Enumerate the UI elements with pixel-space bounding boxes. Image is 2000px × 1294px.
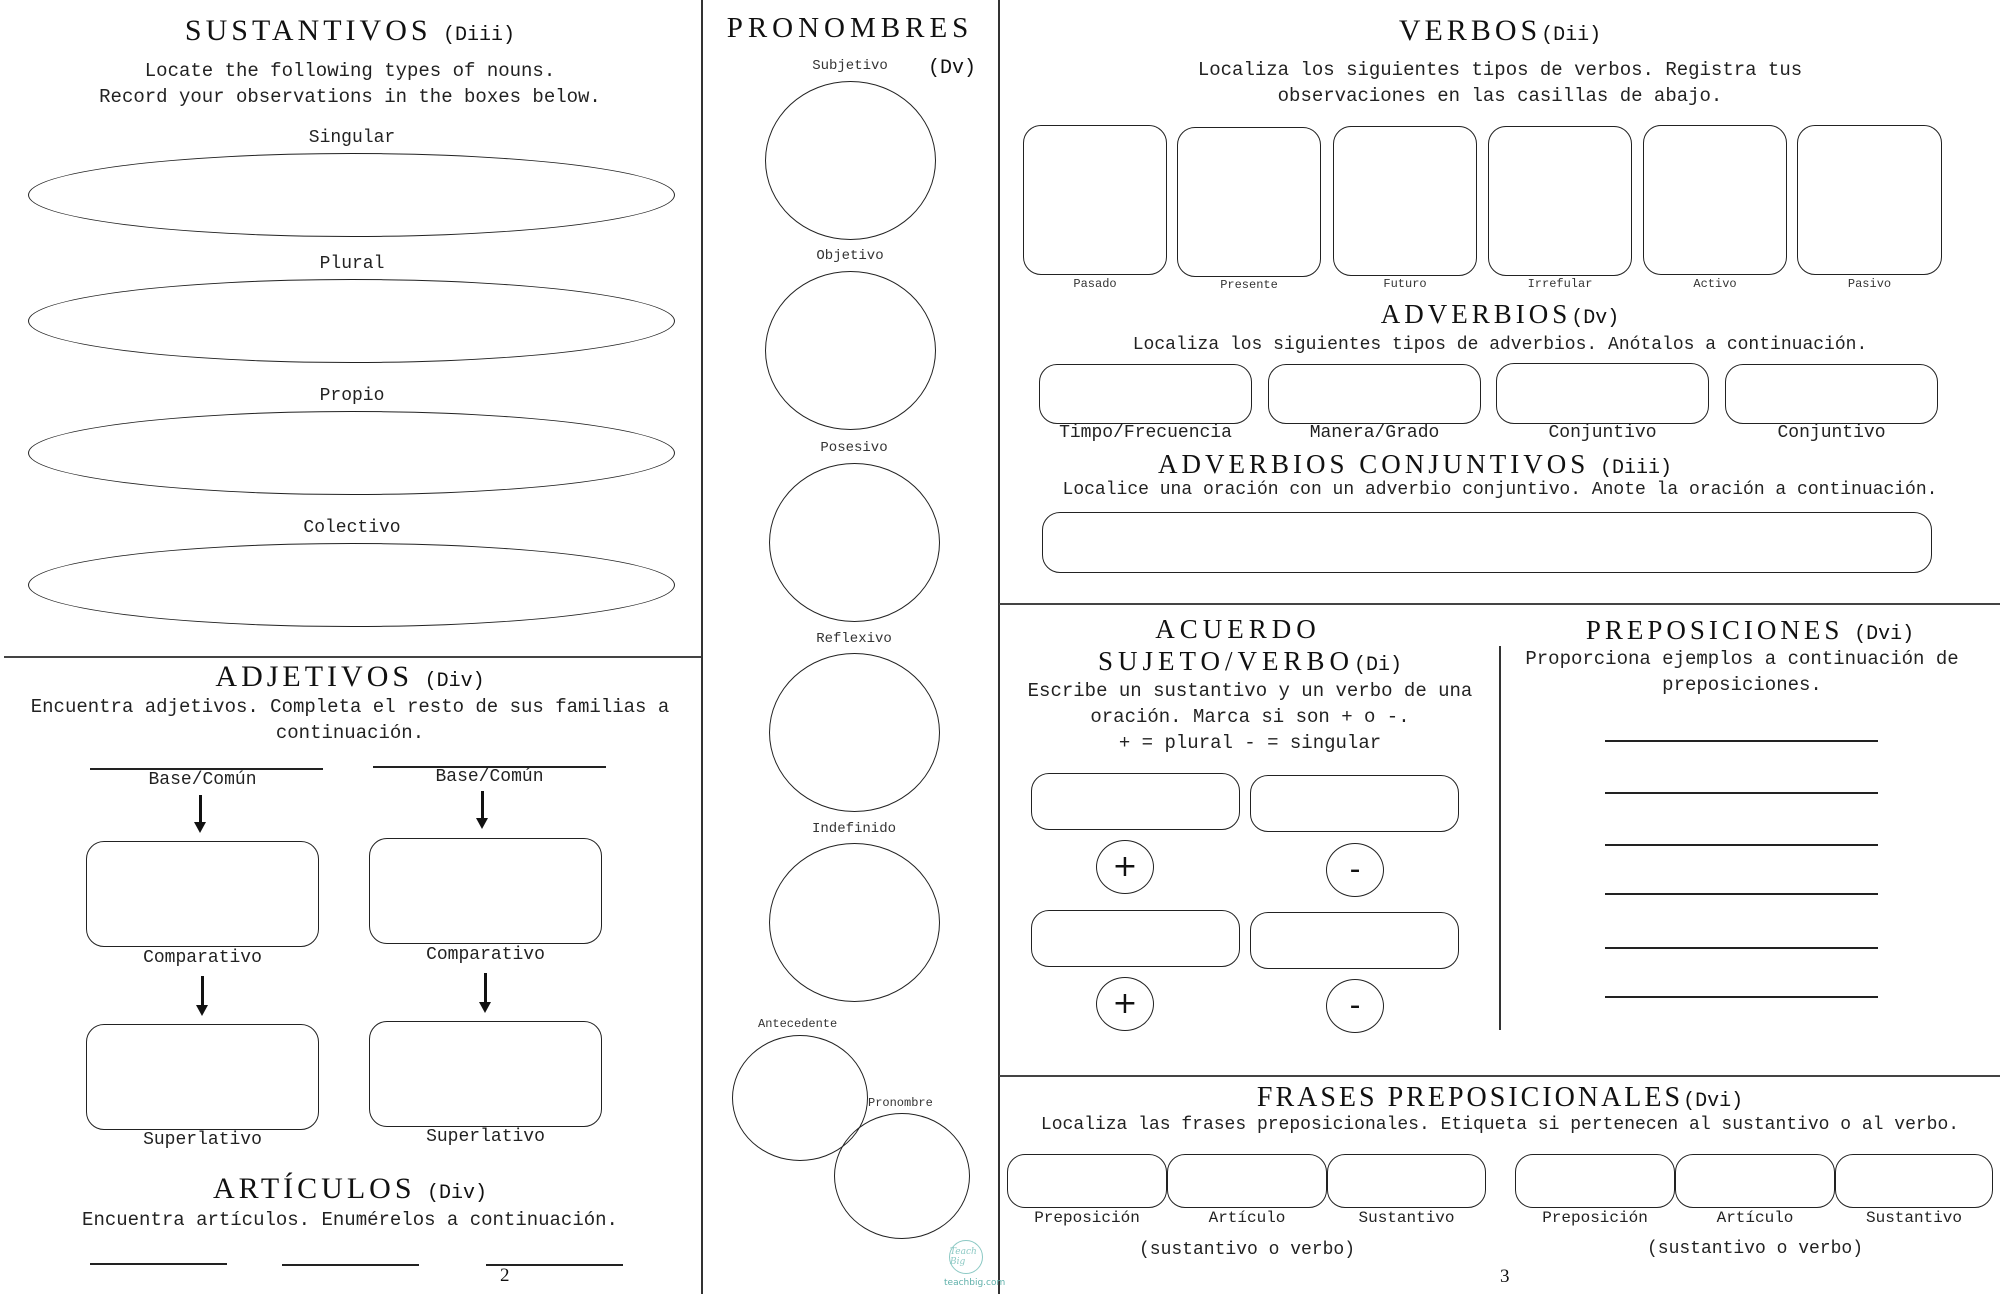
preposition-line-2[interactable]: [1605, 792, 1878, 794]
verb-label-presente: Presente: [1220, 278, 1278, 292]
minus-circle-icon[interactable]: -: [1326, 843, 1384, 897]
phrase-label-preposicion-2: Preposición: [1542, 1209, 1648, 1227]
verbos-code: (Dii): [1541, 24, 1602, 47]
noun-box-2[interactable]: [1031, 910, 1240, 967]
arrow-head-icon: [194, 822, 206, 833]
verb-label-futuro: Futuro: [1383, 277, 1427, 291]
frases-instructions: Localiza las frases preposicionales. Etiqueta si pertenecen al sustantivo o al verbo.: [1040, 1115, 1960, 1135]
oval-plural[interactable]: [28, 279, 675, 363]
arrow-down-icon: [201, 976, 204, 1006]
acuerdo-title-line2: [1000, 646, 1500, 677]
adverbios-conjuntivos-instructions: Localice una oración con un adverbio conjuntivo. Anote la oración a continuación.: [1062, 480, 1938, 500]
adverb-label-conjuntivo-1: Conjuntivo: [1548, 423, 1657, 443]
verbos-instructions: [1000, 57, 2000, 109]
phrase-label-sustantivo-2: Sustantivo: [1865, 1209, 1962, 1227]
verb-box-1[interactable]: [1250, 775, 1459, 832]
oval-label-singular: Singular: [308, 128, 396, 148]
verb-box-pasado[interactable]: [1023, 125, 1167, 275]
preposiciones-title: [1500, 615, 2000, 646]
sustantivos-code: (Diii): [443, 24, 516, 47]
oval-propio[interactable]: [28, 411, 675, 495]
divider-acuerdo-frases: [999, 1075, 2000, 1077]
adjetivos-title-text: ADJETIVOS: [215, 660, 414, 693]
verb-label-pasivo: Pasivo: [1847, 277, 1892, 291]
plus-circle-icon[interactable]: +: [1096, 840, 1154, 894]
phrase-box-articulo-1[interactable]: [1167, 1154, 1327, 1208]
adverb-label-tiempo: Timpo/Frecuencia: [1059, 423, 1232, 443]
verb-box-2[interactable]: [1250, 912, 1459, 969]
verb-label-irregular: Irrefular: [1527, 277, 1593, 291]
superlative-box-1[interactable]: [86, 1024, 319, 1130]
arrow-head-icon: [196, 1005, 208, 1016]
verbos-title-text: VERBOS: [1398, 14, 1542, 47]
minus-circle-icon[interactable]: -: [1326, 979, 1384, 1033]
arrow-head-icon: [479, 1002, 491, 1013]
articulos-title: [0, 1172, 700, 1206]
divider-left-middle: [701, 0, 703, 1294]
phrase-box-sustantivo-2[interactable]: [1835, 1154, 1993, 1208]
noun-box-1[interactable]: [1031, 773, 1240, 830]
verb-box-futuro[interactable]: [1333, 126, 1477, 276]
pronombres-code-text: (Dv): [928, 57, 977, 80]
adverb-box-conjuntivo-2[interactable]: [1725, 364, 1938, 424]
verb-label-activo: Activo: [1693, 277, 1737, 291]
circle-subjetivo[interactable]: [765, 81, 936, 240]
acuerdo-code: (Di): [1354, 654, 1403, 677]
instruction-line: continuación.: [275, 722, 425, 744]
base-label-1: Base/Común: [148, 770, 257, 790]
arrow-down-icon: [199, 795, 202, 823]
verb-box-activo[interactable]: [1643, 125, 1787, 275]
sustantivos-instructions: [0, 58, 700, 110]
venn-label-antecedente: Antecedente: [758, 1017, 838, 1031]
preposiciones-code: (Dvi): [1854, 623, 1915, 646]
page-number-left: 2: [500, 1265, 510, 1286]
pronombres-title: PRONOMBRES: [726, 12, 974, 44]
plus-circle-icon[interactable]: +: [1096, 977, 1154, 1031]
sustantivos-title-text: SUSTANTIVOS: [184, 14, 432, 47]
pronombres-code: [928, 47, 976, 81]
acuerdo-title-line2-text: SUJETO/VERBO: [1097, 646, 1354, 676]
instruction-line: Localiza los siguientes tipos de verbos. Registra tus: [1197, 59, 1803, 81]
superlative-label-1: Superlativo: [143, 1130, 262, 1150]
venn-label-pronombre: Pronombre: [868, 1096, 933, 1110]
adverb-box-tiempo[interactable]: [1039, 364, 1252, 424]
oval-label-colectivo: Colectivo: [303, 518, 401, 538]
preposiciones-instructions: [1500, 646, 1984, 698]
adjetivos-instructions: [0, 694, 700, 746]
adjetivos-title: [0, 660, 700, 694]
comparative-label-1: Comparativo: [143, 948, 262, 968]
page-number-right: 3: [1500, 1266, 1510, 1287]
divider-sustantivos-adjetivos: [4, 656, 701, 658]
adverbios-conjuntivos-code: (Diii): [1600, 457, 1673, 480]
instruction-line: observaciones en las casillas de abajo.: [1277, 85, 1723, 107]
instruction-line: preposiciones.: [1662, 674, 1822, 696]
adverb-box-manera[interactable]: [1268, 364, 1481, 424]
circle-reflexivo[interactable]: [769, 653, 940, 812]
circle-indefinido[interactable]: [769, 843, 940, 1002]
phrase-caption-2: (sustantivo o verbo): [1646, 1239, 1864, 1259]
preposiciones-title-text: PREPOSICIONES: [1585, 615, 1844, 645]
instruction-line: + = plural - = singular: [1118, 732, 1382, 754]
phrase-label-articulo-1: Artículo: [1208, 1209, 1286, 1227]
circle-label-objetivo: Objetivo: [816, 248, 884, 264]
circle-pronombre[interactable]: [834, 1113, 970, 1239]
acuerdo-instructions: [1000, 678, 1500, 756]
circle-objetivo[interactable]: [765, 271, 936, 430]
articulos-title-text: ARTÍCULOS: [212, 1172, 416, 1205]
phrase-caption-1: (sustantivo o verbo): [1138, 1240, 1356, 1260]
conjunctive-sentence-box[interactable]: [1042, 512, 1932, 573]
adverb-label-manera: Manera/Grado: [1309, 423, 1440, 443]
preposition-line-4[interactable]: [1605, 893, 1878, 895]
base-label-2: Base/Común: [435, 767, 544, 787]
article-blank-1[interactable]: [90, 1263, 227, 1265]
preposition-line-1[interactable]: [1605, 740, 1878, 742]
instruction-line: oración. Marca si son + o -.: [1090, 706, 1410, 728]
circle-label-reflexivo: Reflexivo: [816, 631, 892, 647]
articulos-instructions: Encuentra artículos. Enumérelos a continuación.: [82, 1209, 618, 1231]
phrase-box-preposicion-2[interactable]: [1515, 1154, 1675, 1208]
instruction-line: Proporciona ejemplos a continuación de: [1525, 648, 1959, 670]
verb-box-irregular[interactable]: [1488, 126, 1632, 276]
divider-verbos-acuerdo: [999, 603, 2000, 605]
superlative-box-2[interactable]: [369, 1021, 602, 1127]
preposition-line-5[interactable]: [1605, 947, 1878, 949]
arrow-down-icon: [481, 791, 484, 819]
preposition-line-3[interactable]: [1605, 844, 1878, 846]
verbos-title: [1000, 14, 2000, 48]
logo-url: teachbig.com: [944, 1278, 1006, 1288]
comparative-box-2[interactable]: [369, 838, 602, 944]
frases-title: [1000, 1082, 2000, 1114]
acuerdo-title-line1: ACUERDO: [1155, 614, 1321, 644]
sustantivos-title: [0, 14, 700, 48]
adverbios-instructions: Localiza los siguientes tipos de adverbios. Anótalos a continuación.: [1132, 335, 1868, 355]
phrase-label-sustantivo-1: Sustantivo: [1358, 1209, 1455, 1227]
verb-box-pasivo[interactable]: [1797, 125, 1942, 275]
circle-label-posesivo: Posesivo: [820, 440, 888, 456]
instruction-line: Encuentra adjetivos. Completa el resto de sus familias a: [30, 696, 670, 718]
phrase-label-articulo-2: Artículo: [1716, 1209, 1794, 1227]
comparative-label-2: Comparativo: [426, 945, 545, 965]
adverbios-title-text: ADVERBIOS: [1380, 299, 1572, 329]
verb-label-pasado: Pasado: [1073, 277, 1117, 291]
instruction-line: Locate the following types of nouns.: [144, 60, 556, 82]
phrase-box-preposicion-1[interactable]: [1007, 1154, 1167, 1208]
arrow-head-icon: [476, 818, 488, 829]
adverbios-conjuntivos-title: [1158, 449, 1672, 480]
adverbios-conjuntivos-title-text: ADVERBIOS CONJUNTIVOS: [1158, 449, 1590, 479]
superlative-label-2: Superlativo: [426, 1127, 545, 1147]
phrase-box-articulo-2[interactable]: [1675, 1154, 1835, 1208]
phrase-label-preposicion-1: Preposición: [1034, 1209, 1140, 1227]
instruction-line: Escribe un sustantivo y un verbo de una: [1027, 680, 1473, 702]
frases-code: (Dvi): [1683, 1090, 1744, 1113]
oval-singular[interactable]: [28, 153, 675, 237]
verb-box-presente[interactable]: [1177, 127, 1321, 277]
frases-title-text: FRASES PREPOSICIONALES: [1256, 1082, 1684, 1113]
preposition-line-6[interactable]: [1605, 996, 1878, 998]
circle-label-subjetivo: Subjetivo: [812, 58, 888, 74]
comparative-box-1[interactable]: [86, 841, 319, 947]
oval-label-propio: Propio: [319, 386, 385, 406]
articulos-code: (Div): [427, 1182, 488, 1205]
phrase-box-sustantivo-1[interactable]: [1327, 1154, 1486, 1208]
adverb-label-conjuntivo-2: Conjuntivo: [1777, 423, 1886, 443]
arrow-down-icon: [484, 973, 487, 1003]
adjetivos-code: (Div): [424, 670, 485, 693]
oval-colectivo[interactable]: [28, 543, 675, 627]
logo-mark-icon: Teach Big: [949, 1240, 983, 1274]
instruction-line: Record your observations in the boxes below.: [99, 86, 601, 108]
adverb-box-conjuntivo-1[interactable]: [1496, 363, 1709, 424]
circle-posesivo[interactable]: [769, 463, 940, 622]
adverbios-code: (Dv): [1571, 307, 1620, 330]
article-blank-2[interactable]: [282, 1264, 419, 1266]
circle-label-indefinido: Indefinido: [811, 821, 896, 837]
oval-label-plural: Plural: [319, 254, 385, 274]
adverbios-title: [1000, 299, 2000, 330]
